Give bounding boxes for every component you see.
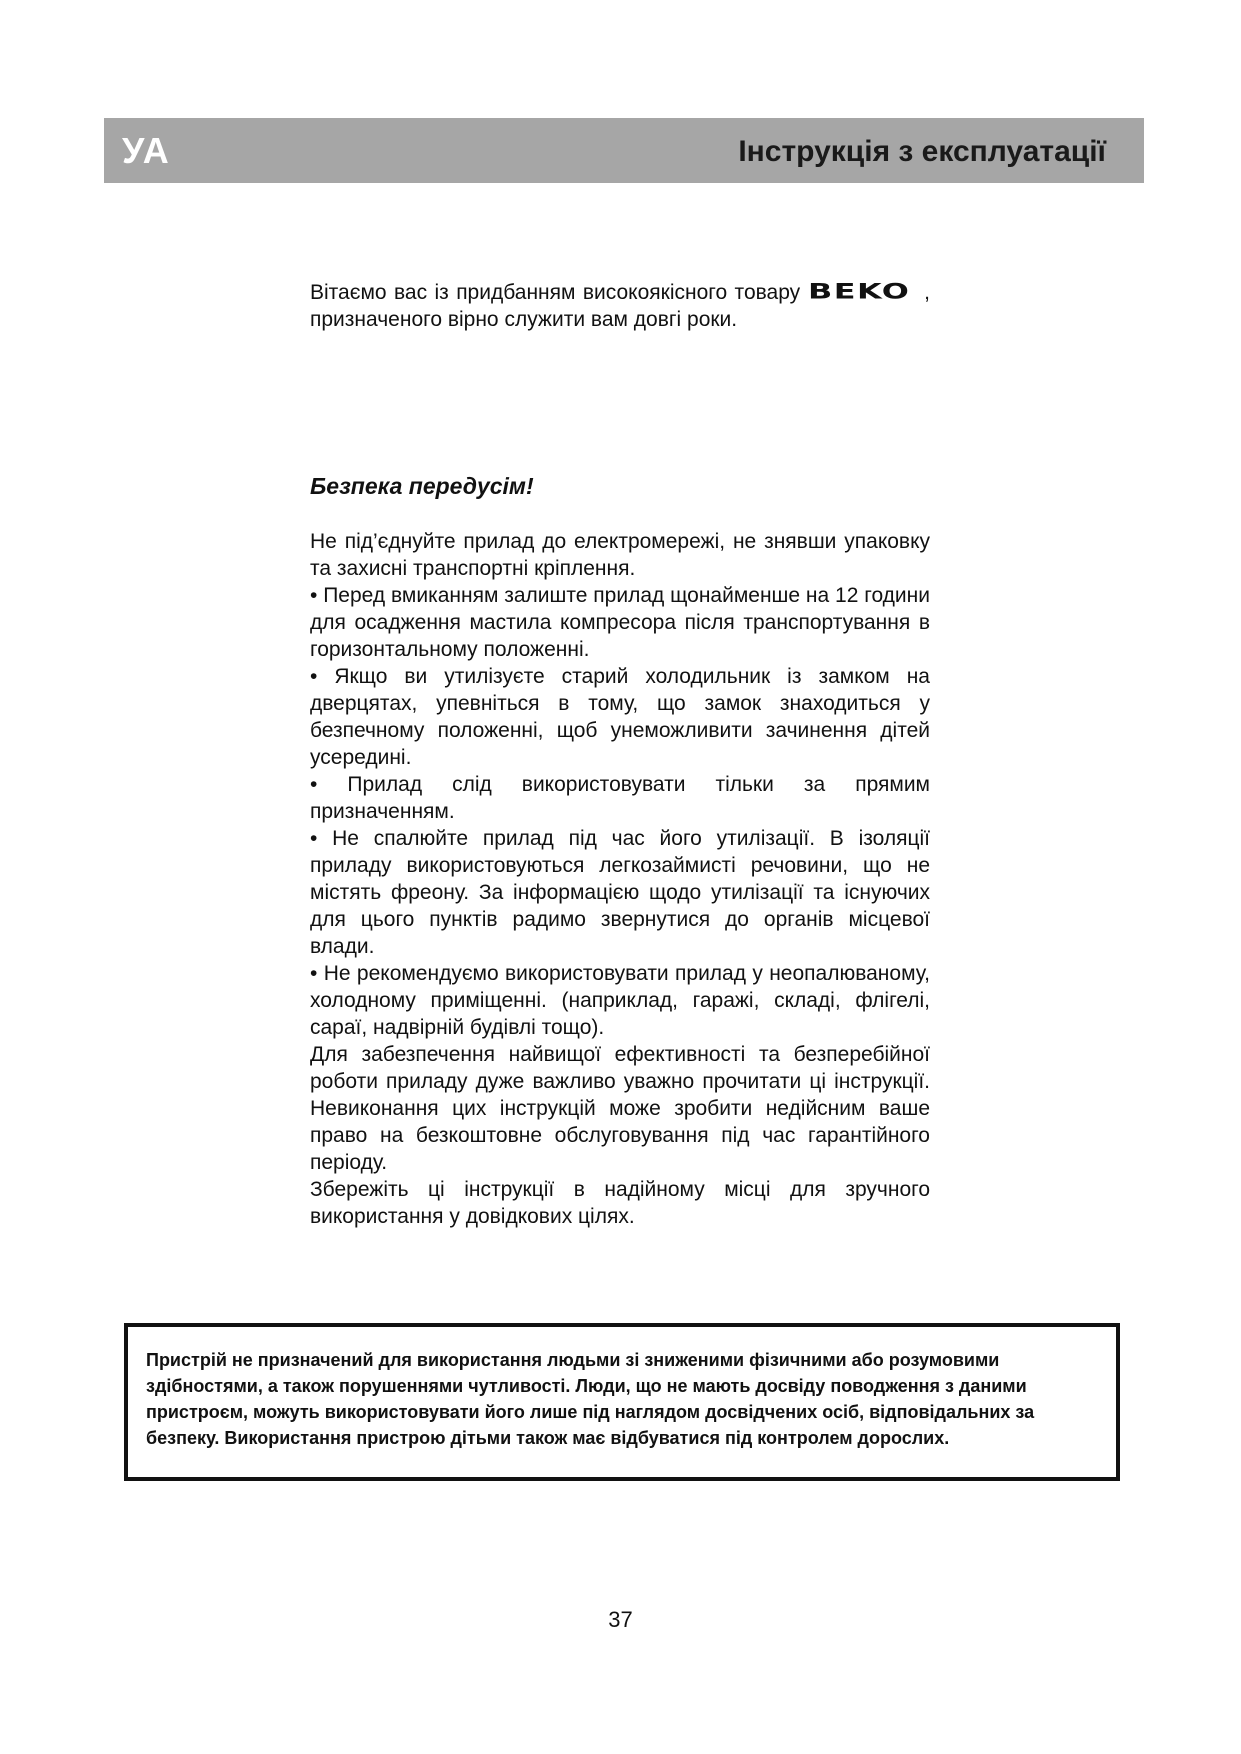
header-bar xyxy=(104,118,1144,183)
manual-title: Інструкція з експлуатації xyxy=(738,135,1106,168)
safety-heading: Безпека передусім! xyxy=(310,473,534,499)
language-label: УА xyxy=(122,130,170,171)
safety-paragraph: Не під’єднуйте прилад до електромережі, не знявши упаковку та захисні транспортні кріплення. xyxy=(310,530,930,580)
safety-paragraph: Для забезпечення найвищої ефективності та безперебійної роботи приладу дуже важливо уважно прочитати ці інструкції. Невиконання цих інструкцій може зробити недійсним ваше право на безкоштовне обслуговування під час гарантійного періоду. xyxy=(310,1043,930,1174)
safety-paragraph: • Перед вмиканням залиште прилад щонайменше на 12 години для осадження мастила компресора після транспортування в горизонтальному положенні. xyxy=(310,584,930,661)
welcome-text-end: , призначеного вірно служити вам довгі роки. xyxy=(310,281,930,331)
warning-notice-box xyxy=(124,1323,1120,1481)
safety-paragraph: • Не рекомендуємо використовувати прилад у неопалюваному, холодному приміщенні. (наприклад, гаражі, складі, флігелі, сараї, надвірній будівлі тощо). xyxy=(310,962,930,1039)
safety-paragraph: • Якщо ви утилізуєте старий холодильник із замком на дверцятах, упевніться в тому, що замок знаходиться у безпечному положенні, щоб унеможливити зачинення дітей усередині. xyxy=(310,665,930,769)
beko-logo: BEKO xyxy=(807,280,910,305)
safety-instructions xyxy=(310,528,930,1230)
welcome-paragraph xyxy=(310,279,930,333)
safety-paragraph: Збережіть ці інструкції в надійному місці для зручного використання у довідкових цілях. xyxy=(310,1178,930,1228)
page-number: 37 xyxy=(608,1607,633,1632)
warning-notice-text: Пристрій не призначений для використання людьми зі зниженими фізичними або розумовими здібностями, а також порушеннями чутливості. Люди, що не мають досвіду поводження з даними пристроєм, можуть використовувати його лише під наглядом досвідчених осіб, відповідальних за безпеку. Використання пристрою дітьми також має відбуватися під контролем дорослих. xyxy=(146,1350,1035,1448)
safety-paragraph: • Прилад слід використовувати тільки за прямим призначенням. xyxy=(310,773,930,823)
safety-paragraph: • Не спалюйте прилад під час його утилізації. В ізоляції приладу використовуються легкозаймисті речовини, що не містять фреону. За інформацією щодо утилізації та існуючих для цього пунктів радимо звернутися до органів місцевої влади. xyxy=(310,827,930,958)
welcome-text-start: Вітаємо вас із придбанням високоякісного товару xyxy=(310,281,801,304)
